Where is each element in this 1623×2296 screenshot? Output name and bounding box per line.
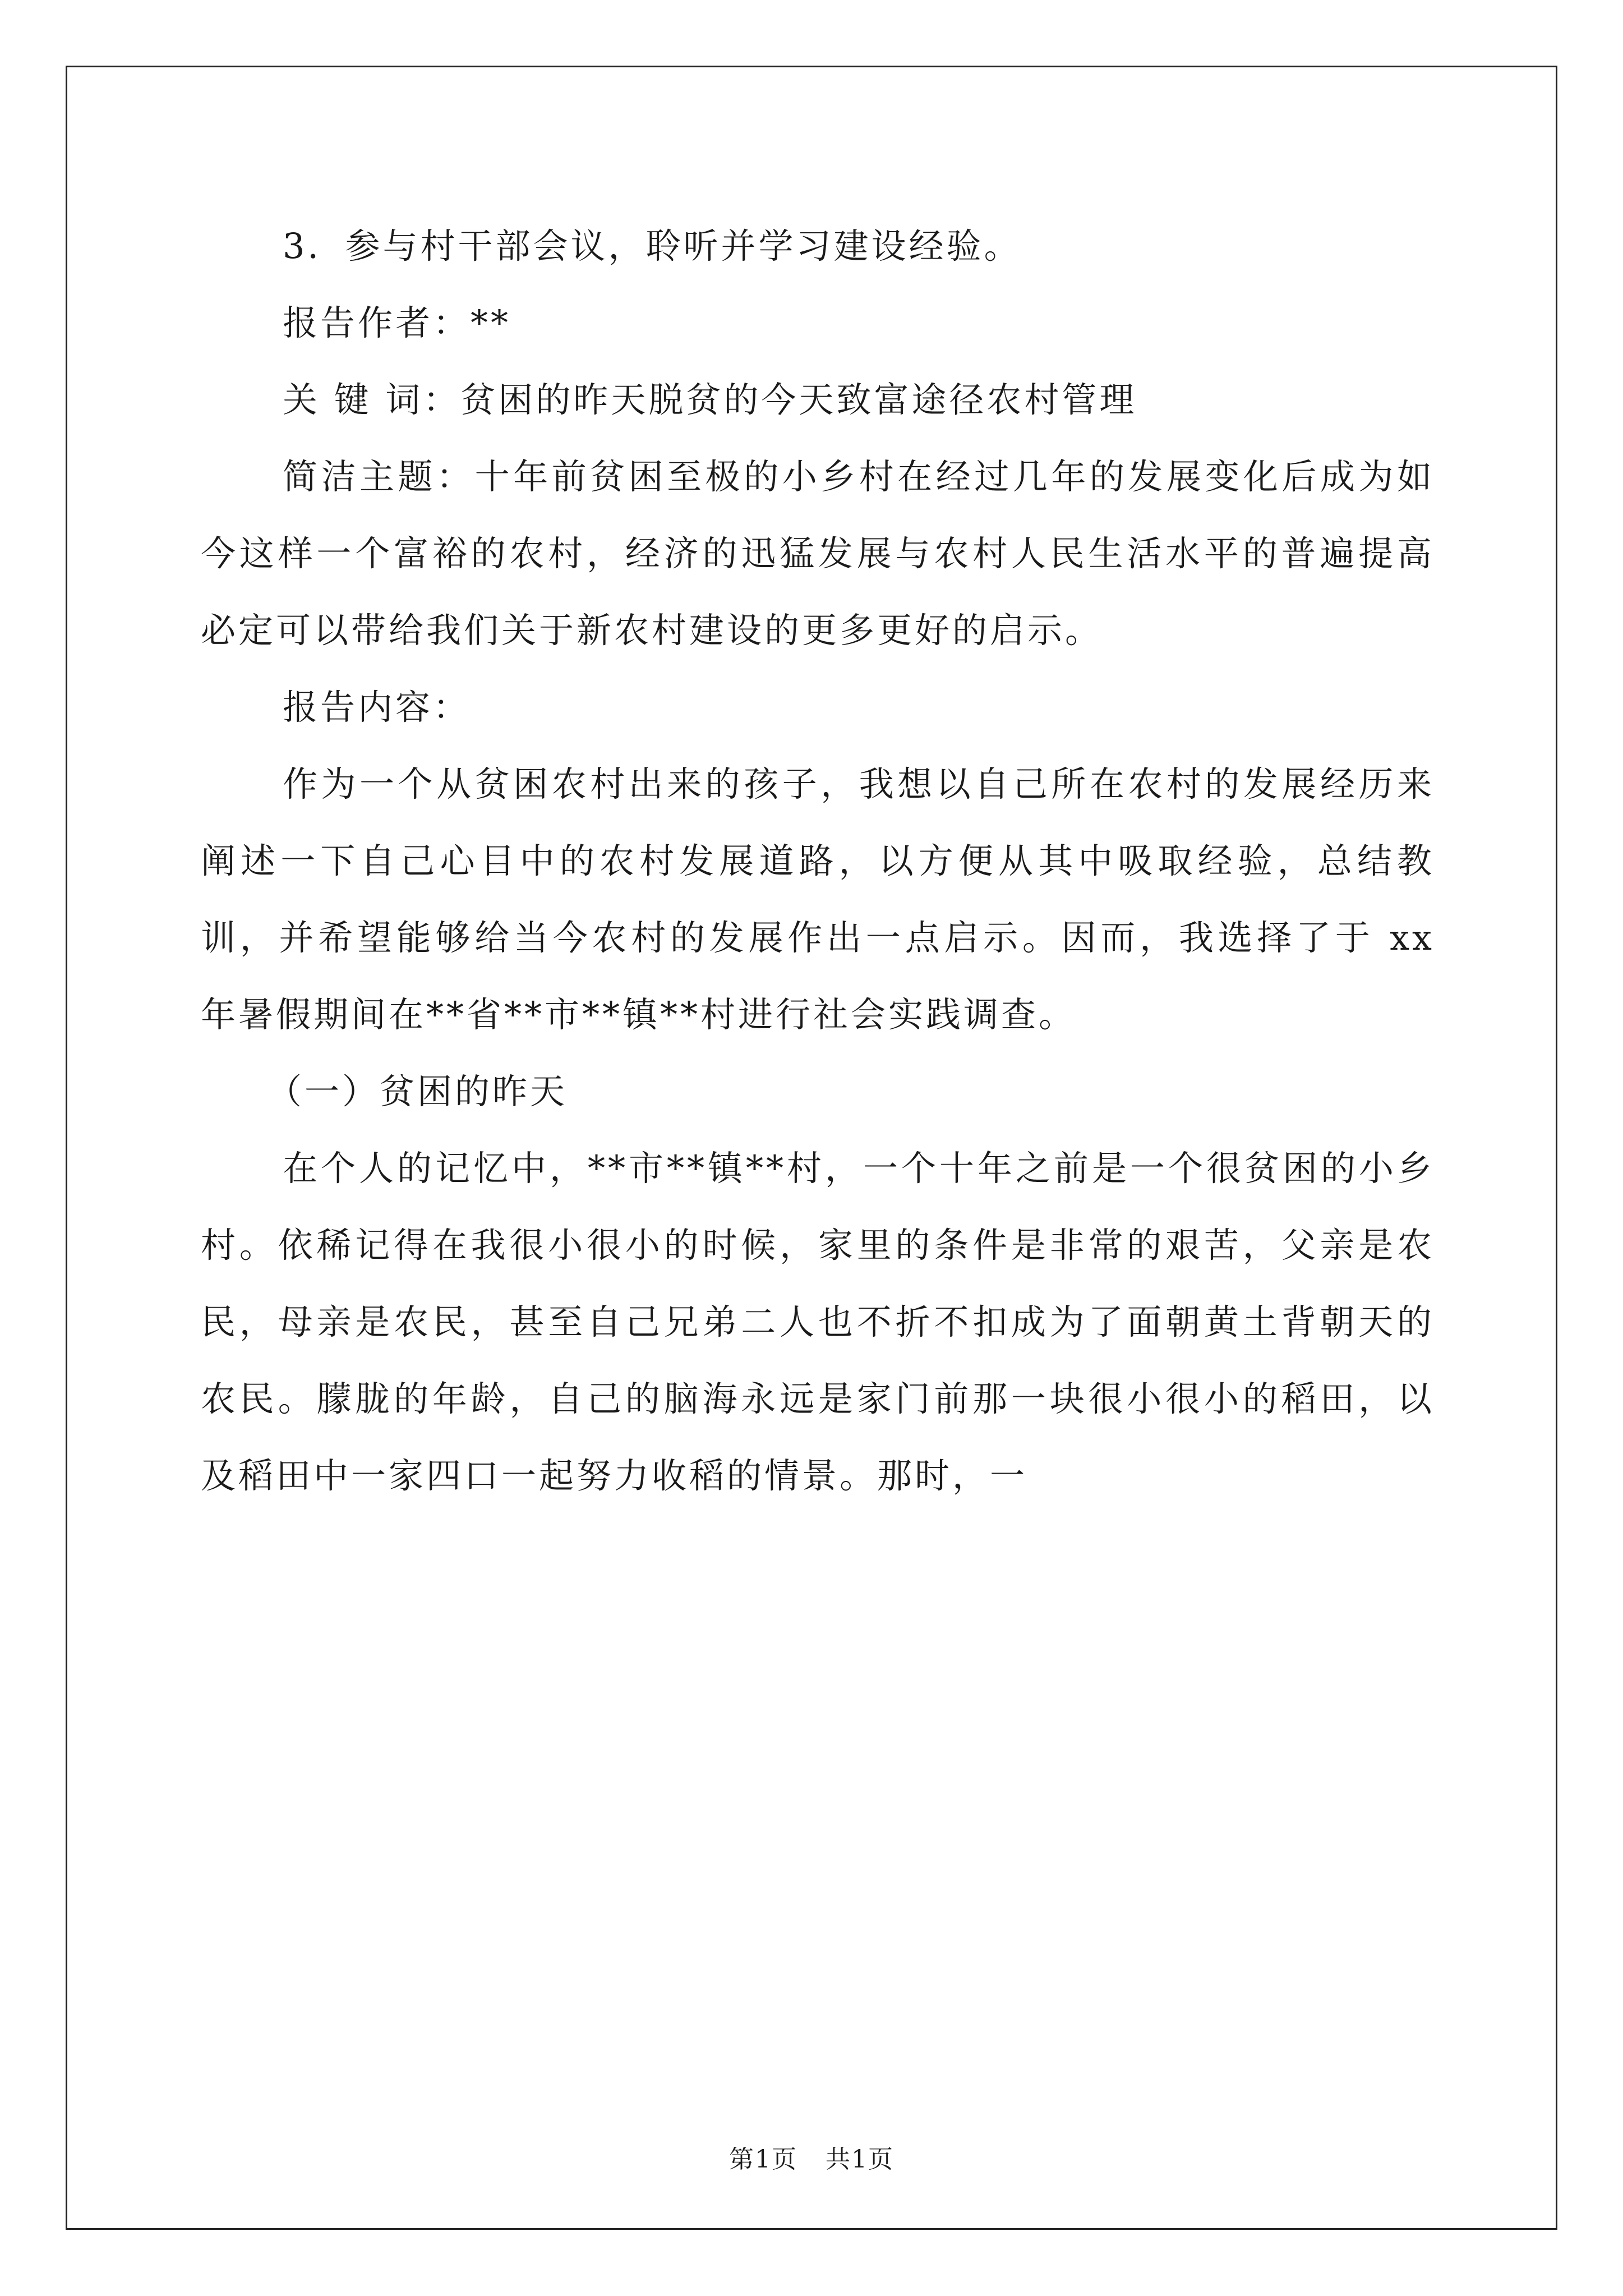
total-pages: 共1页: [826, 2145, 894, 2174]
intro-paragraph: 作为一个从贫困农村出来的孩子，我想以自己所在农村的发展经历来阐述一下自己心目中的农村发展道路，以方便从其中吸取经验，总结教训，并希望能够给当今农村的发展作出一点启示。因而，我选择了于 xx 年暑假期间在**省**市**镇**村进行社会实践调查。: [201, 763, 1435, 1035]
page-number: 第1页: [729, 2145, 797, 2174]
page-footer: [0, 2143, 1623, 2177]
report-author: 报告作者：**: [283, 302, 511, 343]
paragraph-item-3: 3．参与村干部会议，聆听并学习建设经验。: [283, 226, 1022, 266]
memory-paragraph: 在个人的记忆中，**市**镇**村，一个十年之前是一个很贫困的小乡村。依稀记得在我很小很小的时候，家里的条件是非常的艰苦，父亲是农民，母亲是农民，甚至自己兄弟二人也不折不扣成为了面朝黄土背朝天的农民。朦胧的年龄，自己的脑海永远是家门前那一块很小很小的稻田，以及稻田中一家四口一起努力收稻的情景。那时，一: [201, 1148, 1435, 1496]
document-body: [201, 208, 1435, 1514]
report-content-label: 报告内容：: [283, 687, 471, 728]
summary: 简洁主题：十年前贫困至极的小乡村在经过几年的发展变化后成为如今这样一个富裕的农村，经济的迅猛发展与农村人民生活水平的普遍提高必定可以带给我们关于新农村建设的更多更好的启示。: [201, 456, 1435, 651]
section-heading: （一）贫困的昨天: [267, 1071, 568, 1112]
keywords: 关 键 词：贫困的昨天脱贫的今天致富途径农村管理: [283, 379, 1137, 420]
